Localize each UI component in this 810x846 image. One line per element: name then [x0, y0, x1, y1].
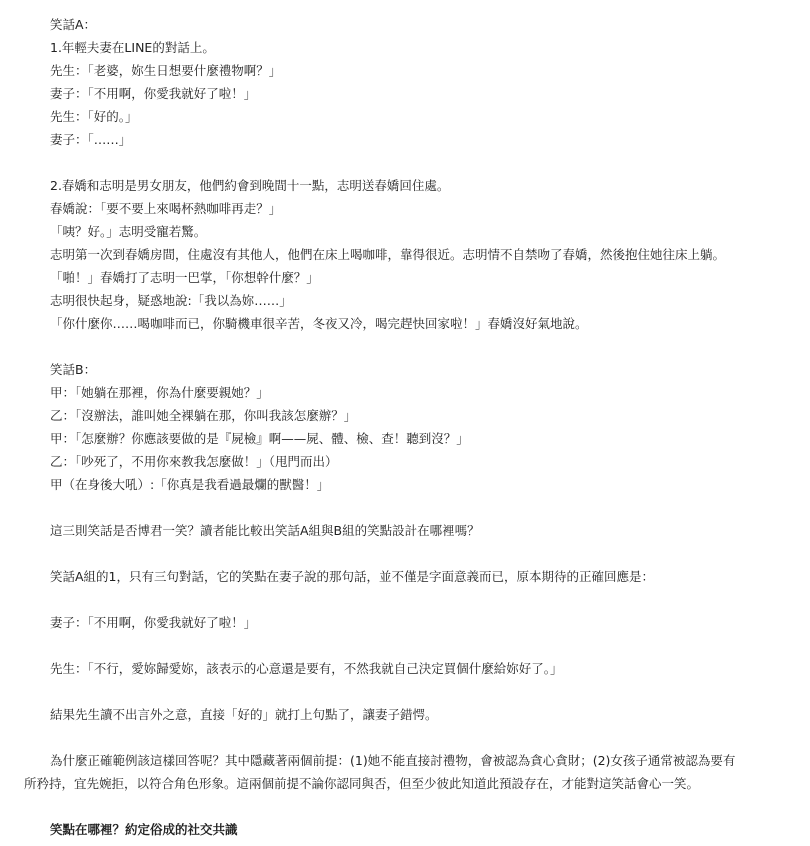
- joke-b-line: 甲：「她躺在那裡，你為什麼要親她？」: [50, 385, 269, 400]
- joke-b-line: 甲（在身後大吼）:「你真是我看過最爛的獸醫！」: [50, 477, 330, 492]
- joke-a-line: 先生：「老婆，妳生日想要什麼禮物啊？」: [50, 63, 282, 78]
- husband-quote: 先生：「不行，愛妳歸愛妳，該表示的心意還是要有，不然我就自己決定買個什麼給妳好了。」: [50, 661, 563, 676]
- joke-b-line: 甲：「怎麼辦？你應該要做的是『屍檢』啊——屍、體、檢、查！聽到沒？」: [50, 431, 469, 446]
- joke-a-line: 妻子：「……」: [50, 132, 132, 147]
- joke-a-story-line: 「啪！」春嬌打了志明一巴掌，「你想幹什麼？」: [50, 270, 319, 285]
- analysis-question: 這三則笑話是否博君一笑？讀者能比較出笑話A組與B組的笑點設計在哪裡嗎？: [50, 523, 480, 538]
- section-heading: 笑點在哪裡？約定俗成的社交共識: [50, 822, 238, 837]
- joke-a-story-line: 「你什麼你……喝咖啡而已，你騎機車很辛苦，冬夜又冷，喝完趕快回家啦！」春嬌沒好氣地說。: [50, 316, 588, 331]
- joke-b-title: 笑話B：: [50, 362, 97, 377]
- joke-a-story-line: 「咦？好。」志明受寵若驚。: [50, 224, 207, 239]
- joke-a-line: 1.年輕夫妻在LINE的對話上。: [50, 40, 215, 55]
- joke-a-story-line: 2.春嬌和志明是男女朋友，他們約會到晚間十一點，志明送春嬌回住處。: [50, 178, 450, 193]
- wife-quote: 妻子：「不用啊，你愛我就好了啦！」: [50, 615, 257, 630]
- joke-a-story-line: 志明第一次到春嬌房間，住處沒有其他人，他們在床上喝咖啡，靠得很近。志明情不自禁吻了春嬌，然後抱住她往床上躺。: [50, 247, 726, 262]
- joke-a-line: 妻子：「不用啊，你愛我就好了啦！」: [50, 86, 257, 101]
- analysis-point: 笑話A組的1，只有三句對話，它的笑點在妻子說的那句話，並不僅是字面意義而已，原本期待的正確回應是：: [50, 569, 655, 584]
- joke-a-line: 先生：「好的。」: [50, 109, 138, 124]
- joke-a-story-line: 春嬌說：「要不要上來喝杯熱咖啡再走？」: [50, 201, 282, 216]
- premise-paragraph-line: 為什麼正確範例該這樣回答呢？其中隱藏著兩個前提：(1)她不能直接討禮物，會被認為貪心貪財；(2)女孩子通常被認為要有: [50, 753, 736, 768]
- joke-a-story-line: 志明很快起身，疑惑地說:「我以為妳……」: [50, 293, 292, 308]
- analysis-result: 結果先生讀不出言外之意，直接「好的」就打上句點了，讓妻子錯愕。: [50, 707, 438, 722]
- premise-paragraph-line: 所矜持，宜先婉拒，以符合角色形象。這兩個前提不論你認同與否，但至少彼此知道此預設存在，才能對這笑話會心一笑。: [24, 776, 700, 791]
- joke-a-title: 笑話A：: [50, 17, 97, 32]
- joke-b-line: 乙：「吵死了，不用你來教我怎麼做！」（甩門而出）: [50, 454, 338, 469]
- joke-b-line: 乙：「沒辦法，誰叫她全裸躺在那，你叫我該怎麼辦？」: [50, 408, 357, 423]
